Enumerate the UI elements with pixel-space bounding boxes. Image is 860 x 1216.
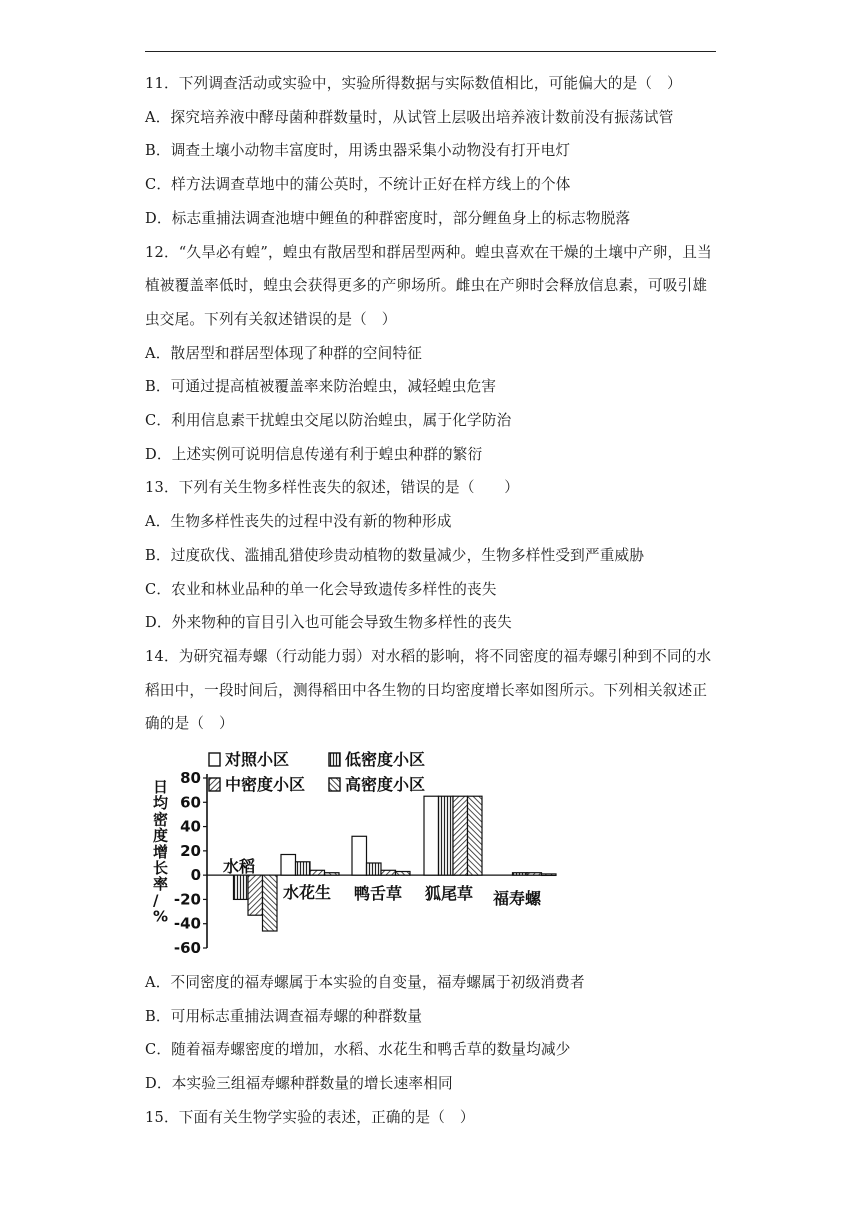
question-stem: 确的是（ ） <box>145 715 234 733</box>
answer-option: B．可通过提高植被覆盖率来防治蝗虫，减轻蝗虫危害 <box>145 378 497 396</box>
answer-option: A．探究培养液中酵母菌种群数量时，从试管上层吸出培养液计数前没有振荡试管 <box>145 108 674 126</box>
bar <box>453 796 468 875</box>
y-tick-label: -60 <box>173 939 201 957</box>
answer-option: C．样方法调查草地中的蒲公英时，不统计正好在样方线上的个体 <box>145 176 571 194</box>
category-label: 福寿螺 <box>493 889 542 908</box>
category-label: 水花生 <box>283 883 332 902</box>
question-stem: 12．“久旱必有蝗”，蝗虫有散居型和群居型两种。蝗虫喜欢在干燥的土壤中产卵，且当 <box>145 243 712 261</box>
bar <box>325 873 340 875</box>
bar-group <box>234 796 557 931</box>
answer-option: B．可用标志重捕法调查福寿螺的种群数量 <box>145 1007 423 1025</box>
bar <box>381 870 396 875</box>
question-stem: 虫交尾。下列有关叙述错误的是（ ） <box>145 310 397 328</box>
bar <box>248 875 263 915</box>
bar <box>281 855 296 876</box>
answer-option: D．标志重捕法调查池塘中鲤鱼的种群密度时，部分鲤鱼身上的标志物脱落 <box>145 209 631 227</box>
category-label: 鸭舌草 <box>354 884 403 903</box>
legend-label: 低密度小区 <box>345 750 426 769</box>
y-axis-title: 日均密度增长率/ % <box>153 778 169 926</box>
y-tick-label: 0 <box>190 866 201 885</box>
answer-option: C．农业和林业品种的单一化会导致遗传多样性的丧失 <box>145 580 497 598</box>
question-stem: 15．下面有关生物学实验的表述，正确的是（ ） <box>145 1108 475 1126</box>
y-tick-label: 20 <box>180 841 201 860</box>
bar <box>513 873 528 875</box>
answer-option: A．散居型和群居型体现了种群的空间特征 <box>145 344 423 362</box>
chart-legend <box>209 750 425 794</box>
bar <box>424 796 439 875</box>
y-tick-label: 80 <box>180 769 201 787</box>
bar <box>352 836 367 875</box>
category-label: 水稻 <box>223 857 256 876</box>
answer-option: D．外来物种的盲目引入也可能会导致生物多样性的丧失 <box>145 614 512 632</box>
bar <box>396 872 411 876</box>
y-tick-label: -20 <box>173 890 201 909</box>
question-stem: 14．为研究福寿螺（行动能力弱）对水稻的影响，将不同密度的福寿螺引种到不同的水 <box>145 647 712 665</box>
answer-option: C．利用信息素干扰蝗虫交尾以防治蝗虫，属于化学防治 <box>145 412 512 429</box>
question-stem: 11．下列调查活动或实验中，实验所得数据与实际数值相比，可能偏大的是（ ） <box>145 75 682 92</box>
answer-option: D．上述实例可说明信息传递有利于蝗虫种群的繁衍 <box>145 445 483 463</box>
legend-swatch <box>209 753 220 766</box>
legend-swatch <box>209 778 220 791</box>
bar <box>367 863 382 875</box>
bar <box>527 873 542 875</box>
answer-option: C．随着福寿螺密度的增加，水稻、水花生和鸭舌草的数量均减少 <box>145 1041 571 1059</box>
question-stem: 稻田中，一段时间后，测得稻田中各生物的日均密度增长率如图所示。下列相关叙述正 <box>145 681 708 699</box>
bar <box>439 796 454 875</box>
bar <box>310 870 325 875</box>
bar <box>468 796 483 875</box>
density-growth-chart <box>143 744 557 962</box>
legend-label: 中密度小区 <box>225 775 306 794</box>
bar <box>263 875 278 931</box>
bar <box>542 874 557 876</box>
header-rule <box>145 51 716 52</box>
category-label: 狐尾草 <box>425 884 474 903</box>
question-stem: 13．下列有关生物多样性丧失的叙述，错误的是（ ） <box>145 479 520 497</box>
y-axis-label <box>153 778 169 926</box>
answer-option: A．不同密度的福寿螺属于本实验的自变量，福寿螺属于初级消费者 <box>145 974 585 991</box>
answer-option: B．过度砍伐、滥捕乱猎使珍贵动植物的数量减少，生物多样性受到严重威胁 <box>145 546 645 564</box>
bar <box>234 875 249 899</box>
legend-swatch <box>329 753 340 766</box>
y-tick-label: -40 <box>173 914 201 933</box>
bar <box>296 862 311 875</box>
legend-label: 高密度小区 <box>345 775 426 794</box>
y-tick-label: 60 <box>180 793 201 812</box>
answer-option: B．调查土壤小动物丰富度时，用诱虫器采集小动物没有打开电灯 <box>145 142 571 160</box>
legend-label: 对照小区 <box>225 750 290 769</box>
answer-option: A．生物多样性丧失的过程中没有新的物种形成 <box>145 513 452 531</box>
question-stem: 植被覆盖率低时，蝗虫会获得更多的产卵场所。雌虫在产卵时会释放信息素，可吸引雄 <box>145 277 708 295</box>
legend-swatch <box>329 778 340 791</box>
answer-option: D．本实验三组福寿螺种群数量的增长速率相同 <box>145 1075 453 1093</box>
y-tick-label: 40 <box>180 817 201 836</box>
